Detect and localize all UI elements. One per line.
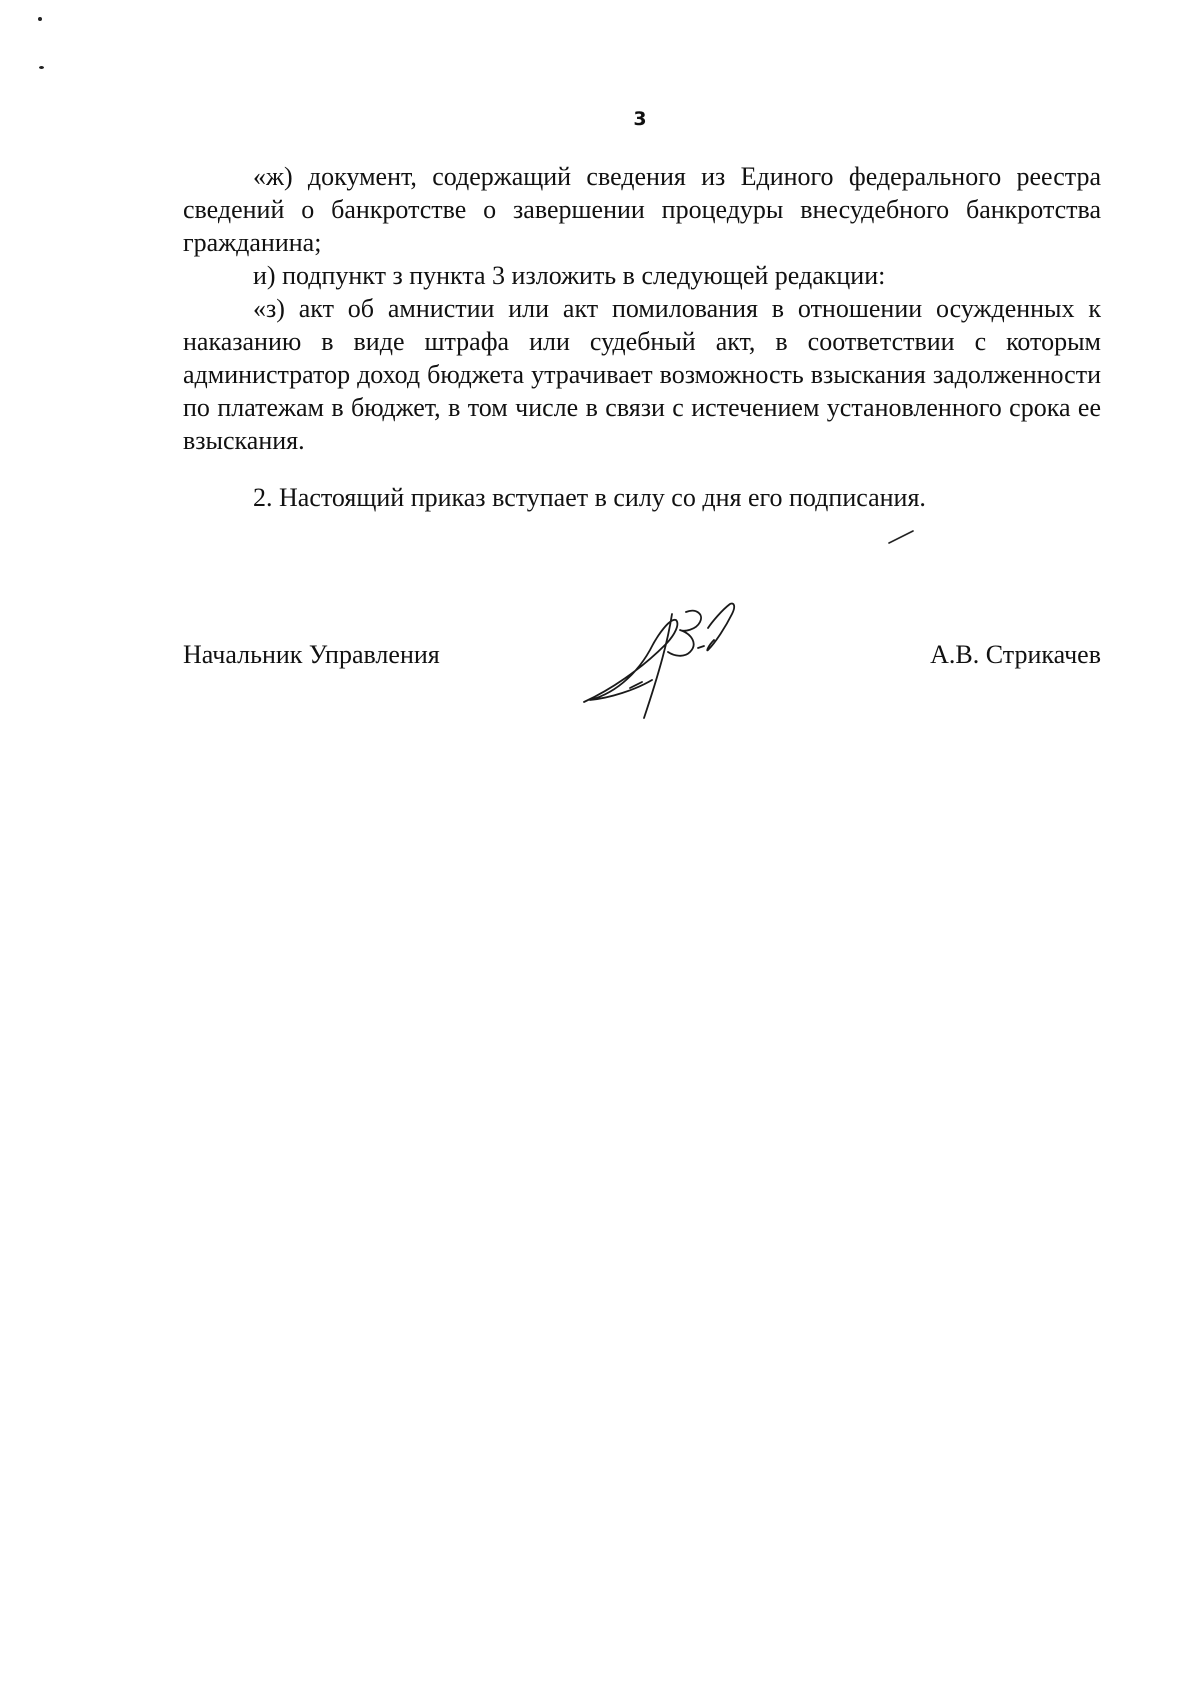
paragraph-effective: 2. Настоящий приказ вступает в силу со дня его подписания. [253,483,926,512]
paragraph-i: и) подпункт з пункта 3 изложить в следующей редакции: [253,261,886,290]
document-body [183,160,1101,514]
paragraph-zh: «ж) документ, содержащий сведения из Единого федерального реестра сведений о банкротстве о завершении процедуры внесудебного банкротства гражданина; [183,162,1101,257]
signatory-name: А.В. Стрикачев [930,640,1101,669]
page-number: 3 [633,108,647,130]
pen-stroke-icon [888,530,914,544]
signatory-position: Начальник Управления [183,640,440,669]
paragraph-z: «з) акт об амнистии или акт помилования в отношении осужденных к наказанию в виде штрафа или судебный акт, в соответствии с которым администратор доход бюджета утрачивает возможность взыскания задолженности по платежам в бюджет, в том числе в связи с истечением установленного срока ее взыскания. [183,294,1101,455]
scan-artifact-dot [39,66,44,69]
handwritten-signature-icon [580,600,760,720]
scan-artifact-dot [38,17,42,21]
